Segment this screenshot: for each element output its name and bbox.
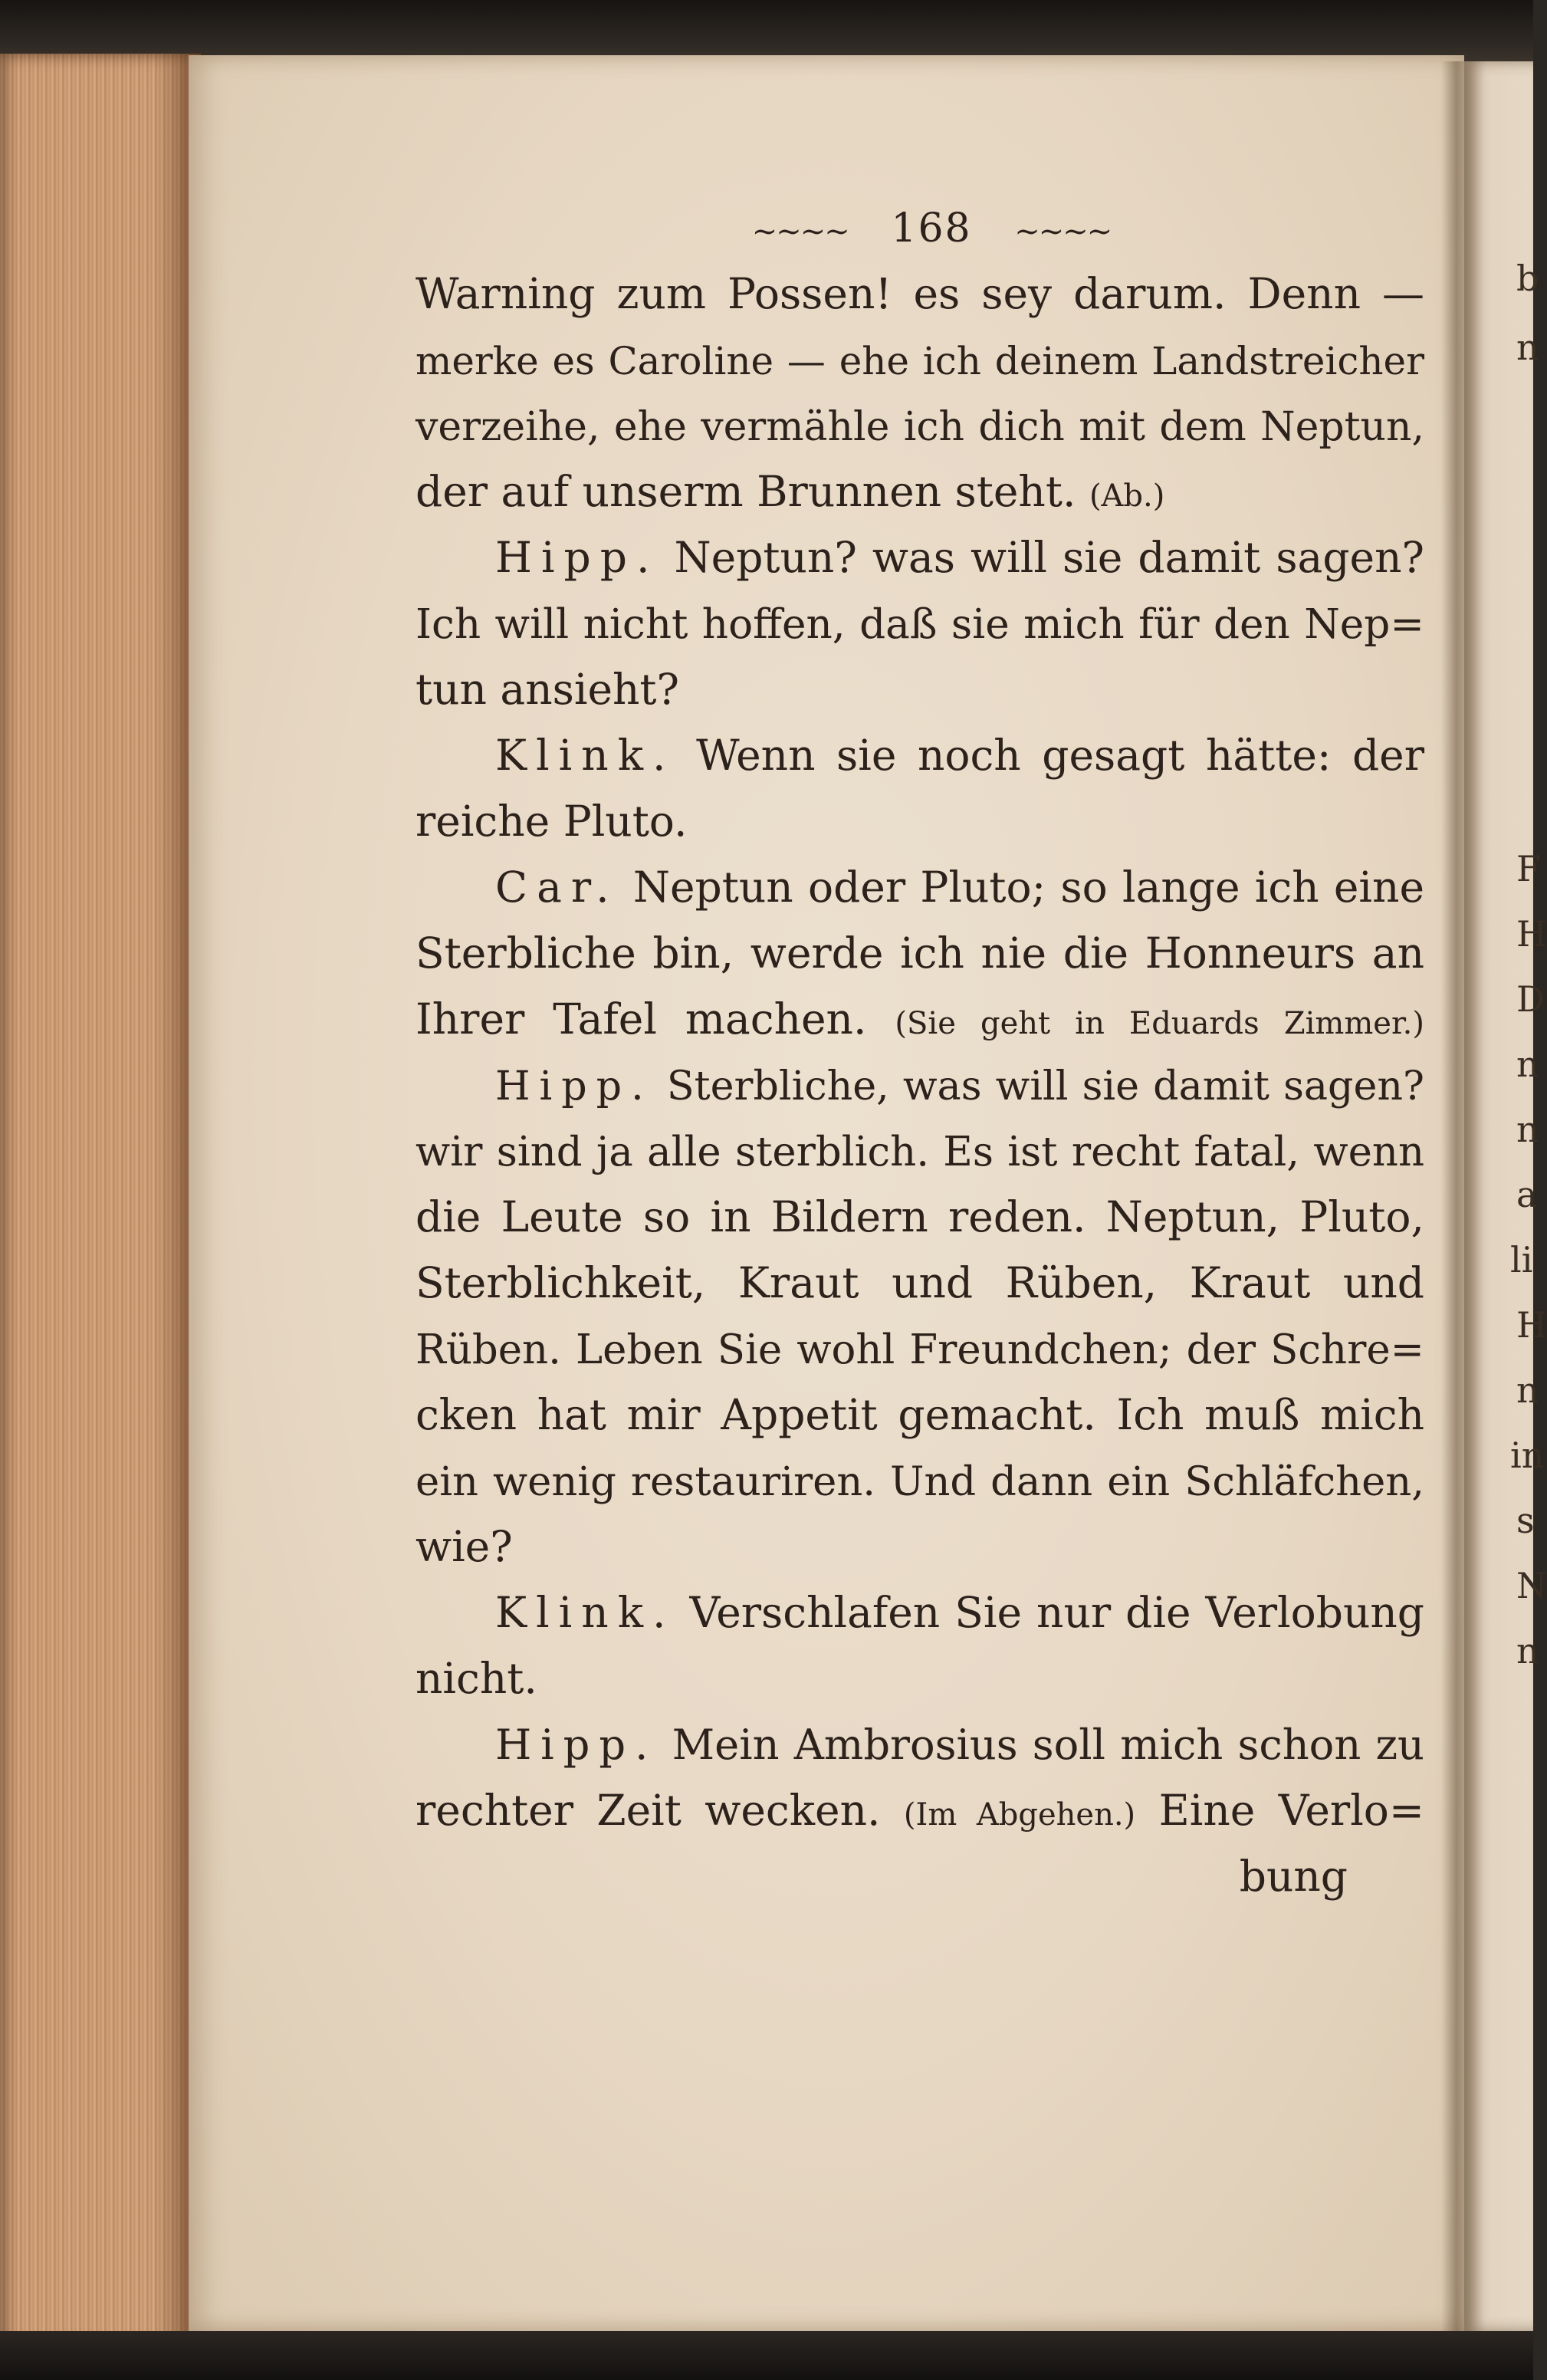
text-line bbox=[415, 788, 1424, 854]
page-header bbox=[438, 196, 1424, 261]
facing-page-fragment: n bbox=[1516, 1369, 1539, 1411]
text-run: ein wenig restauriren. Und dann ein Schläfchen, bbox=[415, 1458, 1424, 1505]
text-run: Neptun? was will sie damit sagen? bbox=[659, 533, 1424, 582]
speaker-name: Hipp. bbox=[495, 1063, 653, 1109]
text-line bbox=[415, 656, 1424, 722]
facing-page-fragment: F bbox=[1516, 848, 1541, 889]
text-run: Sterbliche, was will sie damit sagen? bbox=[652, 1063, 1424, 1109]
text-run: Neptun oder Pluto; so lange ich eine bbox=[618, 863, 1424, 912]
text-line bbox=[415, 1711, 1424, 1777]
stage-direction: (Ab.) bbox=[1089, 478, 1165, 514]
facing-page-fragment: li bbox=[1510, 1239, 1533, 1280]
text-line bbox=[415, 1448, 1424, 1514]
page-number: 168 bbox=[891, 205, 972, 251]
text-run: Verschlafen Sie nur die Verlobung bbox=[675, 1588, 1424, 1637]
text-run: Ich will nicht hoffen, daß sie mich für den Nep= bbox=[415, 600, 1424, 648]
facing-page-fragment: n bbox=[1516, 1044, 1539, 1085]
catchword bbox=[415, 1843, 1424, 1909]
page-text-block bbox=[415, 196, 1424, 1909]
header-ornament-right: ~~~~ bbox=[1014, 214, 1112, 249]
text-run: wir sind ja alle sterblich. Es ist recht fatal, wenn bbox=[415, 1129, 1424, 1175]
speaker-name: Hipp. bbox=[495, 1721, 658, 1769]
text-run: Eine Verlo= bbox=[1135, 1786, 1424, 1835]
facing-page-fragment: b bbox=[1516, 258, 1539, 299]
speaker-name: Klink. bbox=[495, 731, 675, 780]
text-line bbox=[415, 459, 1424, 524]
facing-page-fragment: N bbox=[1516, 1565, 1547, 1606]
text-run: der auf unserm Brunnen steht. bbox=[415, 467, 1089, 516]
text-line bbox=[415, 1645, 1424, 1711]
text-line bbox=[415, 1250, 1424, 1316]
text-line bbox=[415, 590, 1424, 656]
facing-page-fragment: H bbox=[1516, 1304, 1547, 1346]
header-ornament-left: ~~~~ bbox=[751, 214, 849, 249]
text-run: tun ansieht? bbox=[415, 665, 680, 714]
text-run: die Leute so in Bildern reden. Neptun, Pluto, bbox=[415, 1192, 1424, 1241]
text-run: wie? bbox=[415, 1522, 513, 1571]
text-line bbox=[415, 1316, 1424, 1382]
catchword-text: bung bbox=[1239, 1852, 1348, 1901]
text-line bbox=[415, 1514, 1424, 1580]
text-line bbox=[415, 854, 1424, 920]
text-line bbox=[415, 1052, 1424, 1118]
text-run: Sterblichkeit, Kraut und Rüben, Kraut und bbox=[415, 1258, 1424, 1307]
text-run: verzeihe, ehe vermähle ich dich mit dem Neptun, bbox=[415, 404, 1424, 450]
text-run: rechter Zeit wecken. bbox=[415, 1786, 904, 1835]
facing-page-fragment: H bbox=[1516, 913, 1547, 955]
text-run: Rüben. Leben Sie wohl Freundchen; der Schre= bbox=[415, 1326, 1424, 1373]
book-cover-bottom bbox=[0, 2331, 1533, 2380]
text-line bbox=[415, 393, 1424, 459]
text-run: cken hat mir Appetit gemacht. Ich muß mich bbox=[415, 1390, 1424, 1439]
text-line bbox=[415, 1118, 1424, 1184]
text-run: merke es Caroline — ehe ich deinem Landstreicher bbox=[415, 339, 1424, 383]
text-line bbox=[415, 1382, 1424, 1448]
text-line bbox=[415, 722, 1424, 788]
facing-page-fragment: n bbox=[1516, 1630, 1539, 1672]
speaker-name: Car. bbox=[495, 863, 619, 912]
facing-page-fragment: in bbox=[1510, 1435, 1545, 1476]
facing-page-fragment: n bbox=[1516, 1109, 1539, 1150]
text-line bbox=[415, 920, 1424, 986]
text-run: Wenn sie noch gesagt hätte: der bbox=[675, 731, 1424, 780]
text-run: Warning zum Possen! es sey darum. Denn — bbox=[415, 269, 1424, 318]
facing-page-fragment: n bbox=[1516, 327, 1539, 368]
text-line bbox=[415, 1580, 1424, 1645]
text-line bbox=[415, 524, 1424, 590]
text-run: Sterbliche bin, werde ich nie die Honneurs an bbox=[415, 929, 1424, 978]
text-run: reiche Pluto. bbox=[415, 797, 688, 846]
stage-direction: (Sie geht in Eduards Zimmer.) bbox=[895, 1006, 1424, 1041]
facing-page-fragment: D bbox=[1516, 978, 1545, 1020]
text-run: Mein Ambrosius soll mich schon zu bbox=[657, 1721, 1424, 1769]
text-run: Ihrer Tafel machen. bbox=[415, 994, 895, 1044]
text-line bbox=[415, 1184, 1424, 1250]
text-line bbox=[415, 261, 1424, 327]
text-line bbox=[415, 327, 1424, 393]
speaker-name: Hipp. bbox=[495, 533, 659, 582]
text-line bbox=[415, 1777, 1424, 1843]
facing-page-fragment: a bbox=[1516, 1174, 1538, 1215]
speaker-name: Klink. bbox=[495, 1588, 675, 1637]
stage-direction: (Im Abgehen.) bbox=[903, 1797, 1136, 1833]
facing-page-fragment: s bbox=[1516, 1500, 1535, 1541]
text-run: nicht. bbox=[415, 1654, 537, 1703]
text-line bbox=[415, 986, 1424, 1052]
book-cover-top bbox=[0, 0, 1533, 61]
